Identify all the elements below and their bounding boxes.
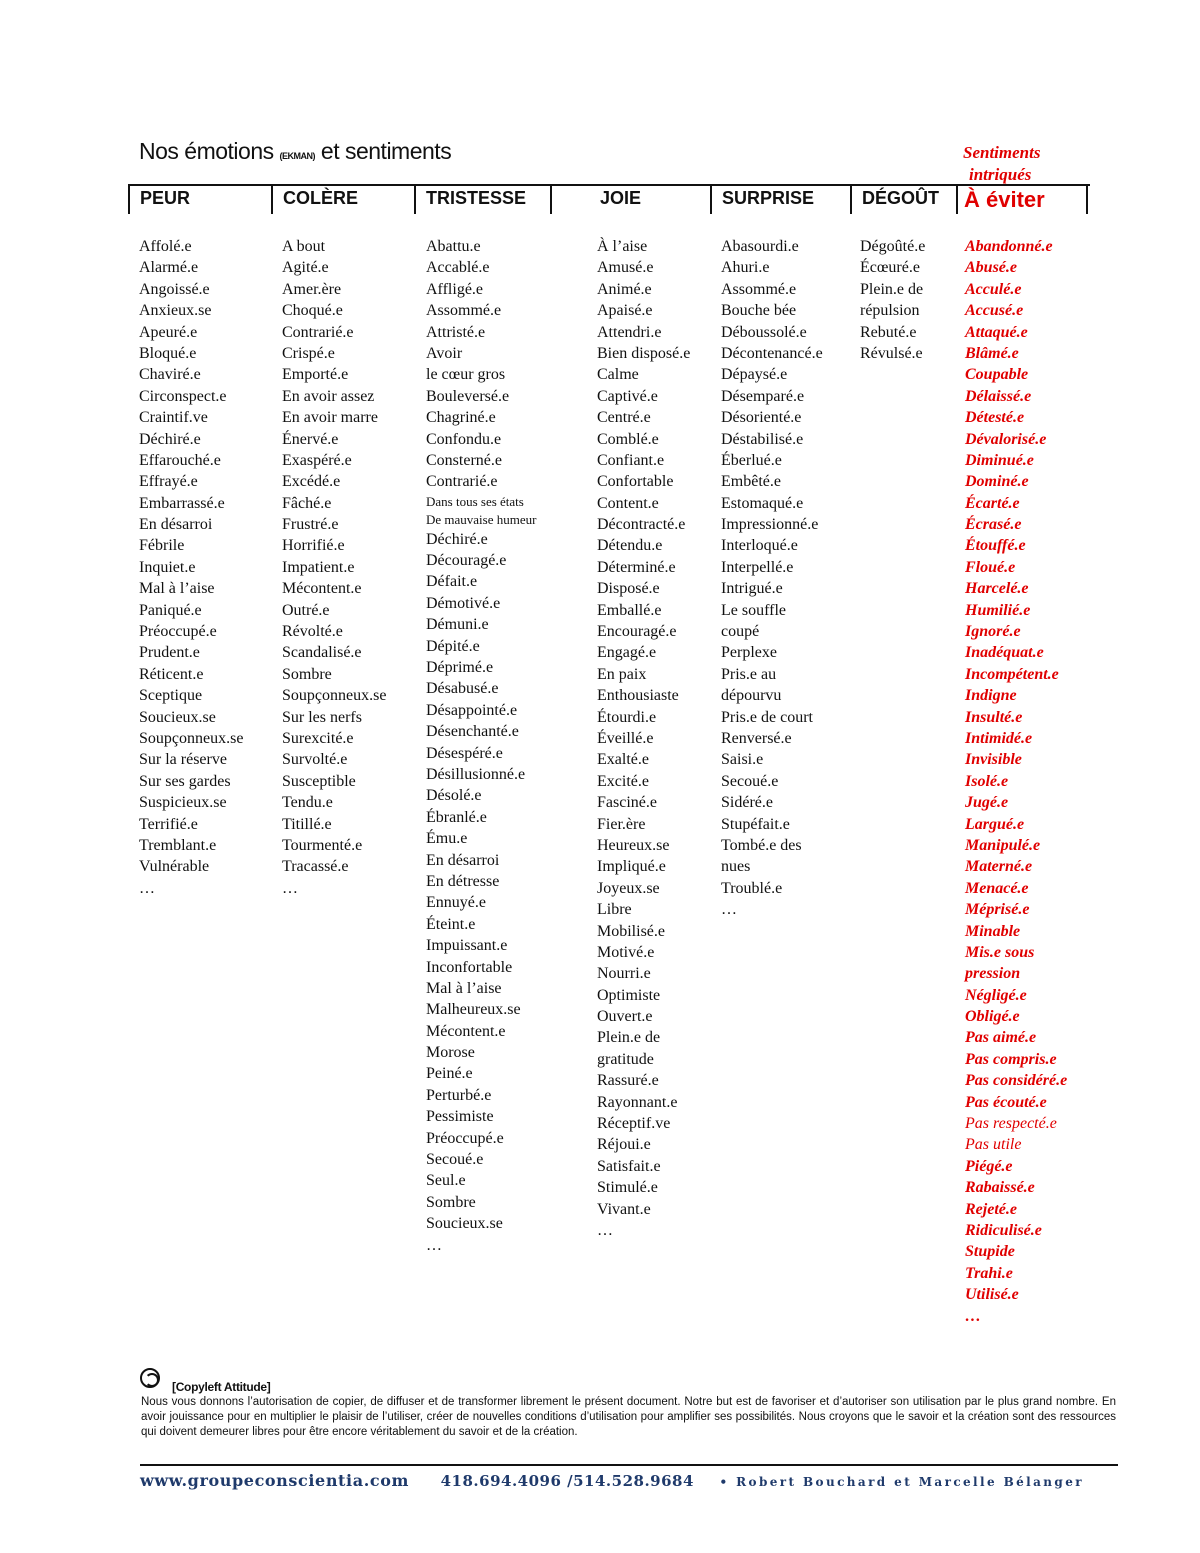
word-eviter-2: Acculé.e bbox=[965, 280, 1022, 298]
word-eviter-19: Inadéquat.e bbox=[965, 644, 1044, 662]
word-tristesse_small-0: Dans tous ses états bbox=[426, 493, 524, 509]
word-colere-14: Horrifié.e bbox=[282, 537, 345, 555]
word-tristesse_b-1: Découragé.e bbox=[426, 552, 507, 570]
word-joie-46: … bbox=[597, 1221, 613, 1239]
word-joie-25: Excité.e bbox=[597, 772, 649, 790]
word-colere-25: Susceptible bbox=[282, 772, 356, 790]
word-joie-23: Éveillé.e bbox=[597, 729, 654, 747]
column-tristesse bbox=[426, 236, 536, 1256]
word-tristesse_b-8: Désappointé.e bbox=[426, 701, 518, 719]
word-joie-21: Enthousiaste bbox=[597, 687, 679, 705]
word-eviter-32: Minable bbox=[965, 922, 1021, 940]
word-colere-1: Agité.e bbox=[282, 259, 329, 277]
word-tristesse_b-15: En désarroi bbox=[426, 851, 500, 869]
word-joie-20: En paix bbox=[597, 665, 647, 683]
word-eviter-26: Jugé.e bbox=[965, 794, 1009, 812]
copyleft-icon bbox=[140, 1368, 160, 1388]
word-tristesse_b-5: Dépité.e bbox=[426, 637, 480, 655]
word-tristesse_b-3: Démotivé.e bbox=[426, 594, 501, 612]
header-a-eviter: À éviter bbox=[956, 186, 1088, 214]
word-colere-30: … bbox=[282, 879, 298, 897]
word-tristesse_b-14: Ému.e bbox=[426, 830, 468, 848]
header-tristesse: TRISTESSE bbox=[414, 186, 552, 214]
word-tristesse_b-18: Éteint.e bbox=[426, 915, 476, 933]
word-joie-43: Satisfait.e bbox=[597, 1157, 661, 1175]
word-peur-1: Alarmé.e bbox=[139, 259, 199, 277]
header-surprise: SURPRISE bbox=[710, 186, 850, 214]
word-eviter-21: Indigne bbox=[965, 687, 1017, 705]
word-eviter-14: Étouffé.e bbox=[965, 537, 1026, 555]
word-surprise-14: Interloqué.e bbox=[721, 537, 798, 555]
column-degout bbox=[860, 236, 925, 364]
word-colere-5: Crispé.e bbox=[282, 344, 335, 362]
word-tristesse_b-17: Ennuyé.e bbox=[426, 894, 486, 912]
word-eviter-33: Mis.e sous bbox=[965, 943, 1035, 961]
word-tristesse_b-22: Malheureux.se bbox=[426, 1001, 521, 1019]
word-tristesse_a-11: Contrarié.e bbox=[426, 473, 498, 491]
word-joie-24: Exalté.e bbox=[597, 751, 649, 769]
column-peur bbox=[139, 236, 243, 899]
column-a-eviter bbox=[965, 236, 1067, 1327]
word-joie-1: Amusé.e bbox=[597, 259, 654, 277]
word-tristesse_small-1: De mauvaise humeur bbox=[426, 511, 537, 527]
word-tristesse_b-28: Préoccupé.e bbox=[426, 1129, 504, 1147]
red-subtitle-line-1: Sentiments bbox=[963, 143, 1041, 162]
word-peur-0: Affolé.e bbox=[139, 238, 192, 255]
word-eviter-48: Trahi.e bbox=[965, 1264, 1013, 1282]
word-tristesse_a-0: Abattu.e bbox=[426, 238, 481, 255]
word-colere-8: En avoir marre bbox=[282, 409, 378, 427]
word-eviter-3: Accusé.e bbox=[965, 302, 1024, 320]
word-tristesse_b-31: Sombre bbox=[426, 1193, 476, 1211]
word-peur-24: Sur la réserve bbox=[139, 751, 227, 769]
word-tristesse_b-4: Démuni.e bbox=[426, 616, 489, 634]
word-tristesse_b-21: Mal à l’aise bbox=[426, 979, 502, 997]
word-peur-3: Anxieux.se bbox=[139, 302, 212, 320]
word-eviter-28: Manipulé.e bbox=[965, 836, 1041, 854]
word-joie-18: Encouragé.e bbox=[597, 623, 677, 641]
word-colere-20: Sombre bbox=[282, 665, 332, 683]
word-peur-16: Mal à l’aise bbox=[139, 580, 215, 598]
word-eviter-22: Insulté.e bbox=[965, 708, 1023, 726]
word-colere-26: Tendu.e bbox=[282, 794, 333, 812]
word-joie-42: Réjoui.e bbox=[597, 1136, 651, 1154]
word-eviter-29: Materné.e bbox=[965, 858, 1033, 876]
word-joie-10: Confiant.e bbox=[597, 451, 665, 469]
word-colere-6: Emporté.e bbox=[282, 366, 349, 384]
word-joie-35: Optimiste bbox=[597, 986, 661, 1004]
word-joie-33: Motivé.e bbox=[597, 943, 655, 961]
word-eviter-1: Abusé.e bbox=[965, 259, 1017, 277]
word-eviter-49: Utilisé.e bbox=[965, 1286, 1019, 1304]
word-colere-29: Tracassé.e bbox=[282, 858, 349, 876]
word-joie-3: Apaisé.e bbox=[597, 302, 653, 320]
word-surprise-11: Embêté.e bbox=[721, 473, 781, 491]
word-colere-16: Mécontent.e bbox=[282, 580, 362, 598]
word-colere-27: Titillé.e bbox=[282, 815, 332, 833]
word-peur-25: Sur ses gardes bbox=[139, 772, 231, 790]
word-joie-45: Vivant.e bbox=[597, 1200, 651, 1218]
word-joie-4: Attendri.e bbox=[597, 323, 662, 341]
word-peur-8: Craintif.ve bbox=[139, 409, 208, 427]
word-tristesse_a-9: Confondu.e bbox=[426, 430, 502, 448]
word-joie-36: Ouvert.e bbox=[597, 1008, 653, 1026]
word-tristesse_a-7: Bouleversé.e bbox=[426, 387, 510, 405]
word-eviter-27: Largué.e bbox=[965, 815, 1025, 833]
word-joie-37: Plein.e de bbox=[597, 1029, 661, 1047]
word-eviter-13: Écrasé.e bbox=[965, 516, 1022, 534]
word-joie-15: Déterminé.e bbox=[597, 558, 676, 576]
word-eviter-35: Négligé.e bbox=[965, 986, 1027, 1004]
word-joie-12: Content.e bbox=[597, 494, 659, 512]
word-degout-5: Révulsé.e bbox=[860, 344, 923, 362]
word-tristesse_a-10: Consterné.e bbox=[426, 451, 502, 469]
word-joie-5: Bien disposé.e bbox=[597, 344, 691, 362]
phone-numbers: 418.694.4096 /514.528.9684 bbox=[440, 1472, 694, 1490]
word-peur-2: Angoissé.e bbox=[139, 280, 210, 298]
word-eviter-34: pression bbox=[965, 965, 1021, 983]
word-eviter-38: Pas compris.e bbox=[965, 1050, 1057, 1068]
word-joie-44: Stimulé.e bbox=[597, 1179, 658, 1197]
word-surprise-5: Décontenancé.e bbox=[721, 344, 823, 362]
word-tristesse_b-23: Mécontent.e bbox=[426, 1022, 506, 1040]
word-colere-13: Frustré.e bbox=[282, 516, 339, 534]
word-tristesse_b-25: Peiné.e bbox=[426, 1065, 473, 1083]
word-tristesse_a-4: Attristé.e bbox=[426, 323, 486, 341]
word-eviter-6: Coupable bbox=[965, 366, 1029, 384]
word-joie-2: Animé.e bbox=[597, 280, 652, 298]
word-surprise-17: Le souffle bbox=[721, 601, 787, 619]
word-colere-19: Scandalisé.e bbox=[282, 644, 362, 662]
word-eviter-5: Blâmé.e bbox=[965, 344, 1019, 362]
word-colere-7: En avoir assez bbox=[282, 387, 375, 405]
word-joie-38: gratitude bbox=[597, 1050, 654, 1068]
word-eviter-36: Obligé.e bbox=[965, 1008, 1020, 1026]
column-surprise bbox=[721, 236, 823, 921]
word-tristesse_a-8: Chagriné.e bbox=[426, 409, 496, 427]
header-colere: COLÈRE bbox=[271, 186, 414, 214]
word-tristesse_b-6: Déprimé.e bbox=[426, 659, 494, 677]
word-peur-30: … bbox=[139, 879, 155, 897]
word-surprise-25: Secoué.e bbox=[721, 772, 779, 790]
word-colere-3: Choqué.e bbox=[282, 302, 343, 320]
word-peur-10: Effarouché.e bbox=[139, 451, 221, 469]
footer-divider bbox=[140, 1464, 1118, 1466]
word-peur-4: Apeuré.e bbox=[139, 323, 198, 341]
word-tristesse_b-30: Seul.e bbox=[426, 1172, 466, 1190]
word-eviter-39: Pas considéré.e bbox=[965, 1072, 1068, 1090]
word-colere-0: A bout bbox=[282, 238, 326, 255]
word-tristesse_a-5: Avoir bbox=[426, 344, 463, 362]
website-link[interactable]: www.groupeconscientia.com bbox=[140, 1471, 410, 1490]
word-eviter-16: Harcelé.e bbox=[965, 580, 1029, 598]
word-eviter-11: Dominé.e bbox=[965, 473, 1029, 491]
word-joie-22: Étourdi.e bbox=[597, 708, 657, 726]
header-degout: DÉGOÛT bbox=[850, 186, 956, 214]
word-eviter-43: Piégé.e bbox=[965, 1157, 1013, 1175]
word-tristesse_b-13: Ébranlé.e bbox=[426, 808, 487, 826]
word-eviter-10: Diminué.e bbox=[965, 451, 1034, 469]
word-surprise-30: Troublé.e bbox=[721, 879, 783, 897]
word-colere-15: Impatient.e bbox=[282, 558, 355, 576]
word-tristesse_a-6: le cœur gros bbox=[426, 366, 506, 384]
word-eviter-7: Délaissé.e bbox=[965, 387, 1032, 405]
word-tristesse_b-2: Défait.e bbox=[426, 573, 478, 591]
word-surprise-16: Intrigué.e bbox=[721, 580, 783, 598]
word-peur-15: Inquiet.e bbox=[139, 558, 196, 576]
word-eviter-15: Floué.e bbox=[965, 558, 1016, 576]
copyleft-title: [Copyleft Attitude] bbox=[172, 1380, 271, 1394]
word-surprise-7: Désemparé.e bbox=[721, 387, 805, 405]
word-joie-19: Engagé.e bbox=[597, 644, 657, 662]
title-rest: et sentiments bbox=[320, 138, 452, 164]
word-colere-9: Énervé.e bbox=[282, 430, 339, 448]
word-eviter-17: Humilié.e bbox=[965, 601, 1031, 619]
word-peur-27: Terrifié.e bbox=[139, 815, 198, 833]
word-tristesse_b-0: Déchiré.e bbox=[426, 530, 488, 548]
word-degout-2: Plein.e de bbox=[860, 280, 924, 298]
word-eviter-44: Rabaissé.e bbox=[965, 1179, 1035, 1197]
word-joie-31: Libre bbox=[597, 901, 632, 919]
column-joie bbox=[597, 236, 690, 1241]
word-tristesse_b-19: Impuissant.e bbox=[426, 937, 508, 955]
word-surprise-4: Déboussolé.e bbox=[721, 323, 807, 341]
word-eviter-41: Pas respecté.e bbox=[965, 1115, 1057, 1133]
word-surprise-9: Déstabilisé.e bbox=[721, 430, 804, 448]
footer bbox=[140, 1471, 1084, 1490]
word-eviter-46: Ridiculisé.e bbox=[965, 1221, 1042, 1239]
word-tristesse_a-1: Accablé.e bbox=[426, 259, 490, 277]
word-tristesse_b-24: Morose bbox=[426, 1044, 475, 1062]
word-degout-4: Rebuté.e bbox=[860, 323, 917, 341]
word-degout-3: répulsion bbox=[860, 302, 920, 320]
word-surprise-12: Estomaqué.e bbox=[721, 494, 804, 512]
word-peur-11: Effrayé.e bbox=[139, 473, 198, 491]
word-colere-18: Révolté.e bbox=[282, 623, 343, 641]
word-surprise-2: Assommé.e bbox=[721, 280, 797, 298]
word-colere-10: Exaspéré.e bbox=[282, 451, 352, 469]
word-peur-21: Sceptique bbox=[139, 687, 203, 705]
word-peur-23: Soupçonneux.se bbox=[139, 729, 244, 747]
word-peur-18: Préoccupé.e bbox=[139, 623, 217, 641]
word-joie-34: Nourri.e bbox=[597, 965, 651, 983]
word-peur-17: Paniqué.e bbox=[139, 601, 202, 619]
word-eviter-20: Incompétent.e bbox=[965, 665, 1059, 683]
column-colere bbox=[282, 236, 386, 899]
word-peur-6: Chaviré.e bbox=[139, 366, 201, 384]
word-surprise-31: … bbox=[721, 901, 737, 919]
word-joie-16: Disposé.e bbox=[597, 580, 660, 598]
word-colere-2: Amer.ère bbox=[282, 280, 342, 298]
word-tristesse_b-9: Désenchanté.e bbox=[426, 723, 519, 741]
word-eviter-47: Stupide bbox=[965, 1243, 1015, 1261]
word-surprise-8: Désorienté.e bbox=[721, 409, 802, 427]
word-eviter-0: Abandonné.e bbox=[965, 238, 1053, 255]
word-eviter-45: Rejeté.e bbox=[965, 1200, 1017, 1218]
word-joie-17: Emballé.e bbox=[597, 601, 662, 619]
word-tristesse_b-12: Désolé.e bbox=[426, 787, 482, 805]
word-joie-11: Confortable bbox=[597, 473, 674, 491]
word-peur-14: Fébrile bbox=[139, 537, 185, 555]
word-eviter-50: … bbox=[965, 1307, 981, 1325]
word-eviter-18: Ignoré.e bbox=[965, 623, 1021, 641]
word-tristesse_b-16: En détresse bbox=[426, 872, 500, 890]
word-degout-1: Écœuré.e bbox=[860, 259, 920, 277]
word-tristesse_a-2: Affligé.e bbox=[426, 280, 484, 298]
word-eviter-37: Pas aimé.e bbox=[965, 1029, 1037, 1047]
word-peur-22: Soucieux.se bbox=[139, 708, 216, 726]
word-joie-40: Rayonnant.e bbox=[597, 1093, 678, 1111]
word-peur-5: Bloqué.e bbox=[139, 344, 197, 362]
word-colere-11: Excédé.e bbox=[282, 473, 341, 491]
word-joie-32: Mobilisé.e bbox=[597, 922, 665, 940]
word-tristesse_b-20: Inconfortable bbox=[426, 958, 513, 976]
word-surprise-13: Impressionné.e bbox=[721, 516, 819, 534]
word-eviter-8: Détesté.e bbox=[965, 409, 1025, 427]
word-joie-8: Centré.e bbox=[597, 409, 651, 427]
word-joie-0: À l’aise bbox=[597, 238, 648, 255]
word-eviter-4: Attaqué.e bbox=[965, 323, 1028, 341]
word-joie-29: Impliqué.e bbox=[597, 858, 666, 876]
word-colere-4: Contrarié.e bbox=[282, 323, 354, 341]
word-surprise-23: Renversé.e bbox=[721, 729, 792, 747]
word-surprise-0: Abasourdi.e bbox=[721, 238, 799, 255]
word-joie-30: Joyeux.se bbox=[597, 879, 660, 897]
word-surprise-24: Saisi.e bbox=[721, 751, 764, 769]
word-colere-17: Outré.e bbox=[282, 601, 330, 619]
word-surprise-29: nues bbox=[721, 858, 751, 876]
word-tristesse_b-11: Désillusionné.e bbox=[426, 765, 526, 783]
word-peur-19: Prudent.e bbox=[139, 644, 200, 662]
word-tristesse_a-3: Assommé.e bbox=[426, 302, 502, 320]
word-joie-41: Réceptif.ve bbox=[597, 1115, 671, 1133]
header-joie: JOIE bbox=[600, 188, 642, 208]
word-tristesse_b-27: Pessimiste bbox=[426, 1108, 494, 1126]
word-surprise-15: Interpellé.e bbox=[721, 558, 794, 576]
word-degout-0: Dégoûté.e bbox=[860, 238, 926, 255]
word-tristesse_b-32: Soucieux.se bbox=[426, 1215, 503, 1233]
word-eviter-42: Pas utile bbox=[965, 1136, 1022, 1154]
word-colere-28: Tourmenté.e bbox=[282, 836, 363, 854]
word-joie-9: Comblé.e bbox=[597, 430, 659, 448]
word-surprise-6: Dépaysé.e bbox=[721, 366, 788, 384]
word-joie-13: Décontracté.e bbox=[597, 516, 686, 534]
word-tristesse_b-29: Secoué.e bbox=[426, 1151, 484, 1169]
word-surprise-28: Tombé.e des bbox=[721, 836, 802, 854]
word-colere-21: Soupçonneux.se bbox=[282, 687, 387, 705]
word-eviter-24: Invisible bbox=[965, 751, 1022, 769]
word-peur-28: Tremblant.e bbox=[139, 836, 217, 854]
word-tristesse_b-7: Désabusé.e bbox=[426, 680, 499, 698]
word-peur-13: En désarroi bbox=[139, 516, 213, 534]
word-peur-9: Déchiré.e bbox=[139, 430, 201, 448]
word-joie-39: Rassuré.e bbox=[597, 1072, 659, 1090]
word-joie-26: Fasciné.e bbox=[597, 794, 657, 812]
word-peur-7: Circonspect.e bbox=[139, 387, 227, 405]
word-colere-24: Survolté.e bbox=[282, 751, 348, 769]
word-surprise-26: Sidéré.e bbox=[721, 794, 773, 812]
word-surprise-21: dépourvu bbox=[721, 687, 782, 705]
word-peur-20: Réticent.e bbox=[139, 665, 204, 683]
word-surprise-3: Bouche bée bbox=[721, 302, 797, 320]
word-peur-29: Vulnérable bbox=[139, 858, 210, 876]
title-ekman: (EKMAN) bbox=[279, 151, 316, 161]
word-surprise-1: Ahuri.e bbox=[721, 259, 770, 277]
word-eviter-31: Méprisé.e bbox=[965, 901, 1030, 919]
word-eviter-12: Écarté.e bbox=[965, 494, 1020, 512]
word-joie-7: Captivé.e bbox=[597, 387, 658, 405]
word-eviter-40: Pas écouté.e bbox=[965, 1093, 1047, 1111]
title-main: Nos émotions bbox=[139, 138, 274, 164]
word-peur-12: Embarrassé.e bbox=[139, 494, 225, 512]
word-tristesse_b-33: … bbox=[426, 1236, 442, 1254]
word-eviter-25: Isolé.e bbox=[965, 772, 1009, 790]
page-title bbox=[139, 138, 451, 165]
word-colere-23: Surexcité.e bbox=[282, 729, 354, 747]
word-surprise-20: Pris.e au bbox=[721, 665, 777, 683]
license-text: Nous vous donnons l’autorisation de copier, de diffuser et de transformer librement le présent document. Notre but est de favoriser et d’autoriser son utilisation par le plus grand nombre. En avoir jouissance pour en multiplier le plaisir de l’utiliser, créer de nouvelles conditions d’utilisation pour amplifier ses possibilités. Nous croyons que le savoir et la création sont des ressources qui doivent demeurer libres pour être encore véritablement du savoir et de la création. bbox=[141, 1396, 1116, 1438]
word-surprise-19: Perplexe bbox=[721, 644, 777, 662]
intricate-feelings-heading bbox=[963, 142, 1103, 186]
word-joie-27: Fier.ère bbox=[597, 815, 646, 833]
word-surprise-10: Éberlué.e bbox=[721, 451, 782, 469]
authors: • Robert Bouchard et Marcelle Bélanger bbox=[719, 1475, 1084, 1489]
word-surprise-22: Pris.e de court bbox=[721, 708, 813, 726]
word-eviter-9: Dévalorisé.e bbox=[965, 430, 1047, 448]
red-subtitle-line-2: intriqués bbox=[969, 165, 1032, 184]
word-eviter-30: Menacé.e bbox=[965, 879, 1029, 897]
word-colere-12: Fâché.e bbox=[282, 494, 332, 512]
word-tristesse_b-10: Désespéré.e bbox=[426, 744, 503, 762]
header-peur: PEUR bbox=[128, 186, 271, 214]
word-tristesse_b-26: Perturbé.e bbox=[426, 1086, 492, 1104]
word-surprise-27: Stupéfait.e bbox=[721, 815, 790, 833]
word-joie-14: Détendu.e bbox=[597, 537, 663, 555]
word-peur-26: Suspicieux.se bbox=[139, 794, 227, 812]
word-joie-28: Heureux.se bbox=[597, 836, 670, 854]
word-eviter-23: Intimidé.e bbox=[965, 729, 1033, 747]
word-surprise-18: coupé bbox=[721, 623, 760, 641]
word-joie-6: Calme bbox=[597, 366, 639, 384]
word-colere-22: Sur les nerfs bbox=[282, 708, 362, 726]
